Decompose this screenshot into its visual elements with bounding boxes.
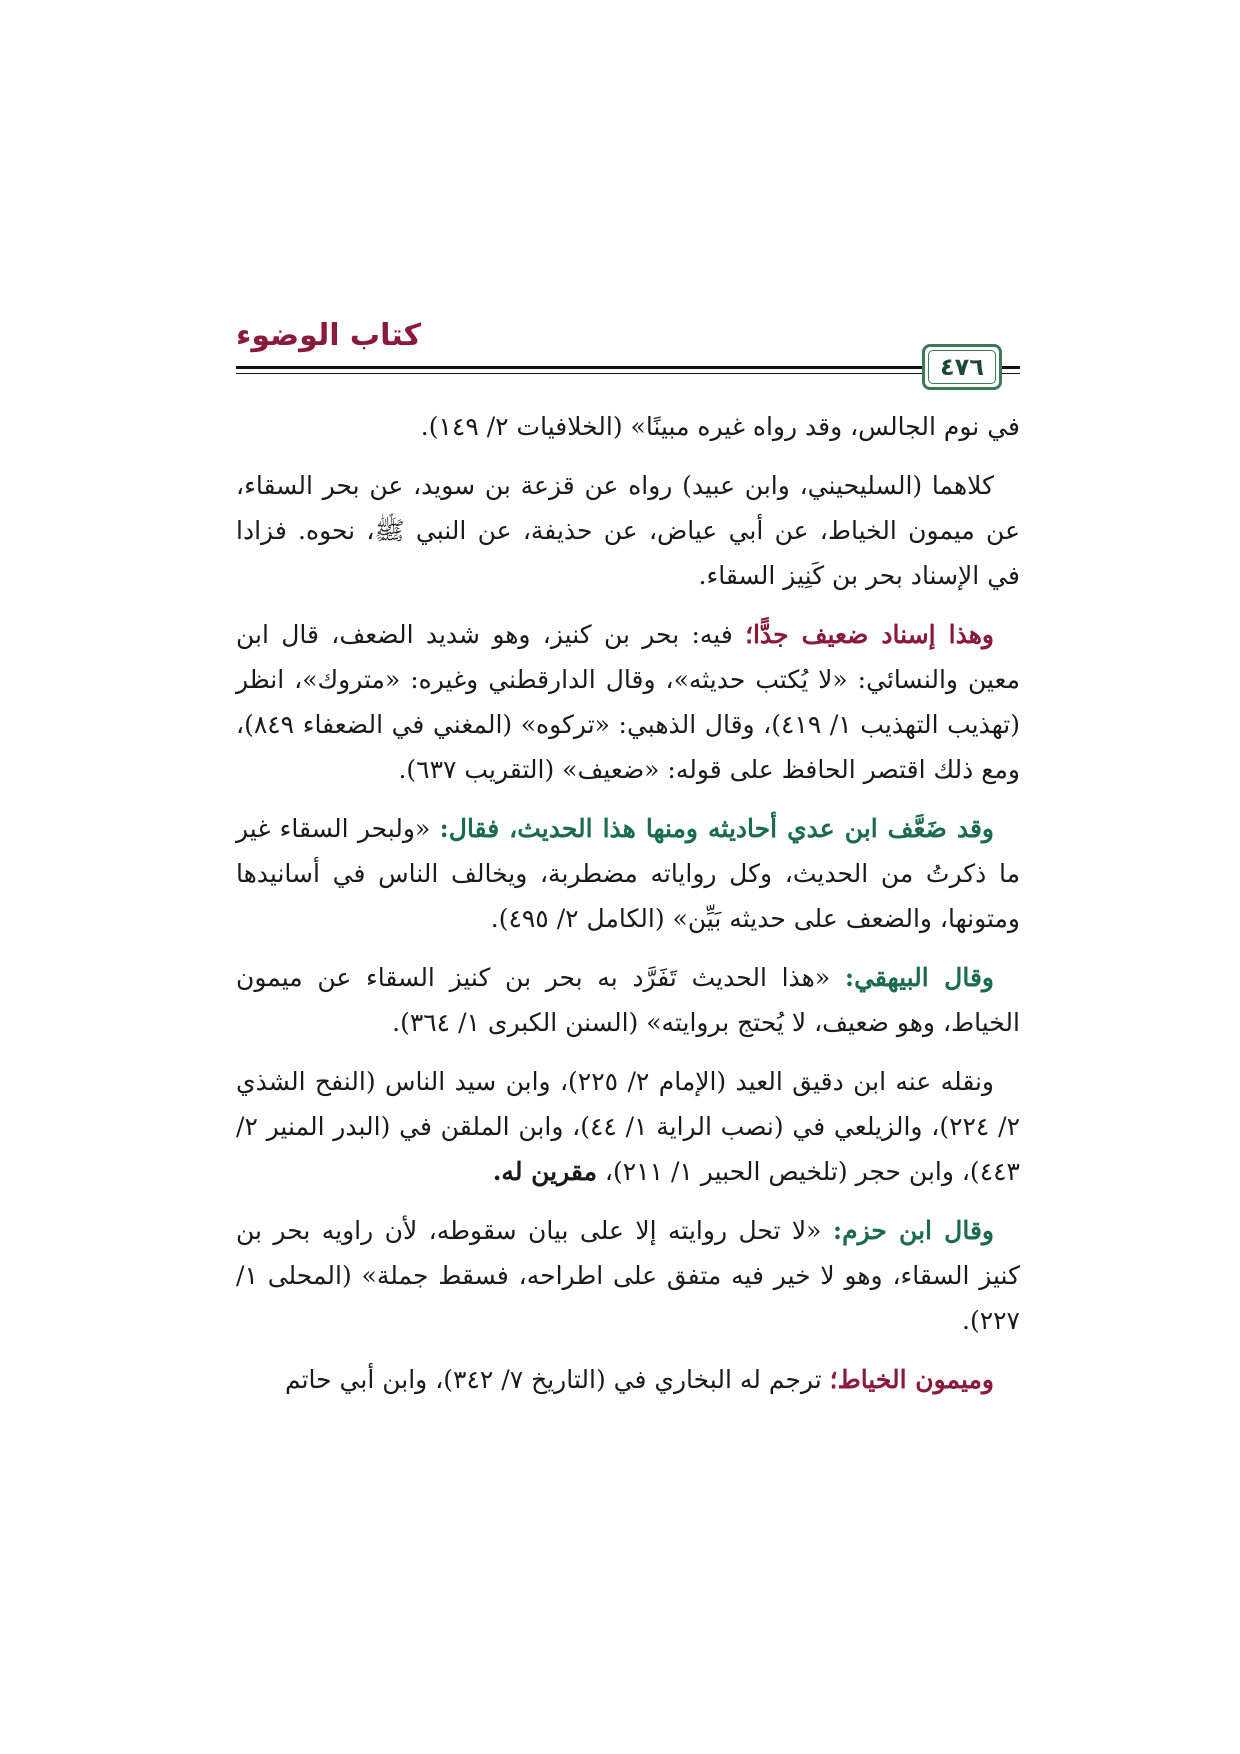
paragraph-8-lead: وميمون الخياط؛ — [829, 1365, 994, 1394]
paragraph-2: كلاهما (السليحيني، وابن عبيد) رواه عن قزعة بن سويد، عن بحر السقاء، عن ميمون الخياط، عن أبي عياض، عن حذيفة، عن النبي ﷺ، نحوه. فزادا في الإسناد بحر بن كَنِيز السقاء. — [236, 471, 1020, 590]
paragraph-5 — [236, 955, 1020, 1045]
paragraph-8-text: ترجم له البخاري في (التاريخ ٧/ ٣٤٢)، وابن أبي حاتم — [284, 1365, 830, 1394]
header-rule-bottom — [236, 373, 1020, 374]
paragraph-4 — [236, 806, 1020, 941]
paragraph-3 — [236, 612, 1020, 792]
paragraph-8 — [236, 1357, 1020, 1402]
paragraph-3-lead: وهذا إسناد ضعيف جدًّا؛ — [745, 620, 994, 649]
paragraph-7-lead: وقال ابن حزم: — [832, 1216, 994, 1245]
paragraph-6 — [236, 1059, 1020, 1194]
paragraph-4-lead: وقد ضَعَّف ابن عدي أحاديثه ومنها هذا الحديث، فقال: — [439, 814, 994, 843]
page-body — [236, 404, 1020, 1416]
header-rule-top — [236, 366, 1020, 369]
page-number: ٤٧٦ — [940, 353, 984, 381]
paragraph-5-text: «هذا الحديث تَفَرَّد به بحر بن كنيز السقاء عن ميمون الخياط، وهو ضعيف، لا يُحتج بروايته» (السنن الكبرى ١/ ٣٦٤). — [236, 963, 1020, 1037]
paragraph-5-lead: وقال البيهقي: — [844, 963, 994, 992]
paragraph-6-bold: مقرين له. — [492, 1157, 597, 1186]
paragraph-7 — [236, 1208, 1020, 1343]
paragraph-4-text: «ولبحر السقاء غير ما ذكرتُ من الحديث، وكل رواياته مضطربة، ويخالف الناس في أسانيدها ومتونها، والضعف على حديثه بَيِّن» (الكامل ٢/ ٤٩٥). — [236, 814, 1020, 933]
paragraph-6-text: ونقله عنه ابن دقيق العيد (الإمام ٢/ ٢٢٥)، وابن سيد الناس (النفح الشذي ٢/ ٢٢٤)، والزيلعي في (نصب الراية ١/ ٤٤)، وابن الملقن في (البدر المنير ٢/ ٤٤٣)، وابن حجر (تلخيص الحبير ١/ ٢١١)، — [236, 1067, 1020, 1186]
paragraph-1: في نوم الجالس، وقد رواه غيره مبينًا» (الخلافيات ٢/ ١٤٩). — [420, 412, 1020, 441]
page-header — [236, 318, 1020, 390]
paragraph-7-text: «لا تحل روايته إلا على بيان سقوطه، لأن راويه بحر بن كنيز السقاء، وهو لا خير فيه متفق على اطراحه، فسقط جملة» (المحلى ١/ ٢٢٧). — [236, 1216, 1020, 1335]
paragraph-3-text: فيه: بحر بن كنيز، وهو شديد الضعف، قال ابن معين والنسائي: «لا يُكتب حديثه»، وقال الدارقطني وغيره: «متروك»، انظر (تهذيب التهذيب ١/ ٤١٩)، وقال الذهبي: «تركوه» (المغني في الضعفاء ٨٤٩)، ومع ذلك اقتصر الحافظ على قوله: «ضعيف» (التقريب ٦٣٧). — [236, 620, 1020, 784]
page-number-frame — [922, 344, 1002, 390]
chapter-title: كتاب الوضوء — [236, 318, 422, 353]
